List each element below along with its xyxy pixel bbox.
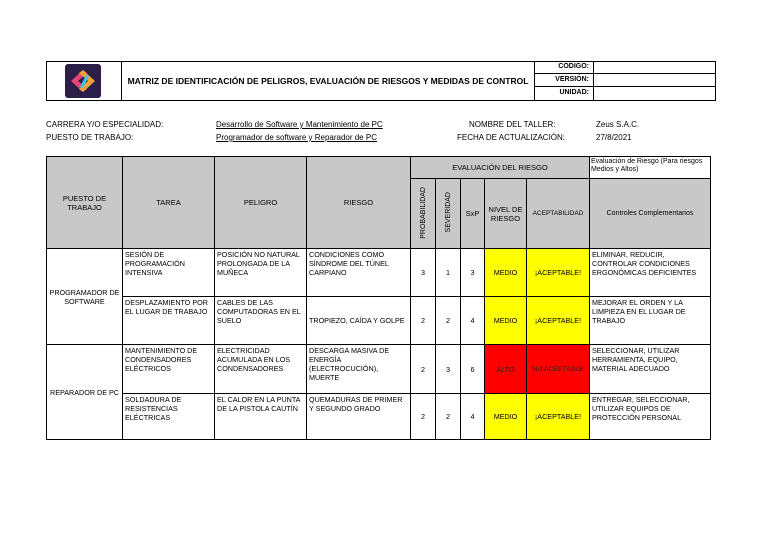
nivel-cell: MEDIO bbox=[485, 394, 527, 440]
peligro-cell: CABLES DE LAS COMPUTADORAS EN EL SUELO bbox=[215, 297, 307, 345]
tarea-cell: SESIÓN DE PROGRAMACIÓN INTENSIVA bbox=[123, 249, 215, 297]
aceptabilidad-cell: NO ACEPTABLE bbox=[527, 345, 590, 394]
header-evaluacion: EVALUACIÓN DEL RIESGO bbox=[411, 157, 590, 179]
version-value bbox=[594, 74, 716, 86]
puesto-label: PUESTO DE TRABAJO: bbox=[46, 133, 134, 142]
probabilidad-cell: 3 bbox=[411, 249, 436, 297]
table-row bbox=[47, 297, 711, 345]
table-row bbox=[47, 345, 711, 394]
logo-cell bbox=[46, 61, 122, 101]
header-aceptabilidad: ACEPTABILIDAD bbox=[527, 179, 590, 249]
sxp-cell: 6 bbox=[461, 345, 485, 394]
peligro-cell: EL CALOR EN LA PUNTA DE LA PISTOLA CAUTÍN bbox=[215, 394, 307, 440]
header-puesto: PUESTO DE TRABAJO bbox=[47, 157, 123, 249]
codigo-label: CÓDIGO: bbox=[535, 61, 594, 73]
codigo-row bbox=[535, 61, 716, 74]
document-title: MATRIZ DE IDENTIFICACIÓN DE PELIGROS, EVALUACIÓN DE RIESGOS Y MEDIDAS DE CONTROL bbox=[122, 61, 535, 101]
header-riesgo: RIESGO bbox=[307, 157, 411, 249]
header-nivel: NIVEL DE RIESGO bbox=[485, 179, 527, 249]
control-cell: SELECCIONAR, UTILIZAR HERRAMIENTA, EQUIPO, MATERIAL ADECUADO bbox=[590, 345, 711, 394]
peligro-cell: ELECTRICIDAD ACUMULADA EN LOS CONDENSADORES bbox=[215, 345, 307, 394]
tarea-cell: MANTENIMIENTO DE CONDENSADORES ELÉCTRICOS bbox=[123, 345, 215, 394]
unidad-row bbox=[535, 87, 716, 101]
tarea-cell: SOLDADURA DE RESISTENCIAS ELÉCTRICAS bbox=[123, 394, 215, 440]
riesgo-cell: CONDICIONES COMO SÍNDROME DEL TÚNEL CARPIANO bbox=[307, 249, 411, 297]
table-row bbox=[47, 394, 711, 440]
riesgo-cell: DESCARGA MASIVA DE ENERGÍA (ELECTROCUCIÓN), MUERTE bbox=[307, 345, 411, 394]
nivel-cell: MEDIO bbox=[485, 297, 527, 345]
probabilidad-cell: 2 bbox=[411, 297, 436, 345]
severidad-cell: 2 bbox=[436, 297, 461, 345]
sxp-cell: 4 bbox=[461, 297, 485, 345]
riesgo-cell: QUEMADURAS DE PRIMER Y SEGUNDO GRADO bbox=[307, 394, 411, 440]
fecha-label: FECHA DE ACTUALIZACIÓN: bbox=[457, 133, 566, 142]
puesto-cell: PROGRAMADOR DE SOFTWARE bbox=[47, 249, 123, 345]
carrera-label: CARRERA Y/O ESPECIALIDAD: bbox=[46, 120, 164, 129]
company-logo bbox=[63, 64, 103, 98]
aceptabilidad-cell: ¡ACEPTABLE! bbox=[527, 249, 590, 297]
header-controles: Controles Complementarios bbox=[590, 179, 711, 249]
riesgo-cell: TROPIEZO, CAÍDA Y GOLPE bbox=[307, 297, 411, 345]
fecha-value: 27/8/2021 bbox=[596, 133, 632, 142]
sxp-cell: 4 bbox=[461, 394, 485, 440]
sxp-cell: 3 bbox=[461, 249, 485, 297]
header-tarea: TAREA bbox=[123, 157, 215, 249]
aceptabilidad-cell: ¡ACEPTABLE! bbox=[527, 297, 590, 345]
probabilidad-cell: 2 bbox=[411, 345, 436, 394]
severidad-cell: 3 bbox=[436, 345, 461, 394]
table-row bbox=[47, 249, 711, 297]
unidad-label: UNIDAD: bbox=[535, 87, 594, 101]
taller-value: Zeus S.A.C. bbox=[596, 120, 640, 129]
version-label: VERSIÓN: bbox=[535, 74, 594, 86]
peligro-cell: POSICIÓN NO NATURAL PROLONGADA DE LA MUÑECA bbox=[215, 249, 307, 297]
unidad-value bbox=[594, 87, 716, 101]
taller-label: NOMBRE DEL TALLER: bbox=[469, 120, 556, 129]
nivel-cell: MEDIO bbox=[485, 249, 527, 297]
header-peligro: PELIGRO bbox=[215, 157, 307, 249]
puesto-cell: REPARADOR DE PC bbox=[47, 345, 123, 440]
nivel-cell: ALTO bbox=[485, 345, 527, 394]
header-sxp: SxP bbox=[461, 179, 485, 249]
header-severidad: SEVERIDAD bbox=[436, 179, 461, 249]
probabilidad-cell: 2 bbox=[411, 394, 436, 440]
tarea-cell: DESPLAZAMIENTO POR EL LUGAR DE TRABAJO bbox=[123, 297, 215, 345]
codigo-value bbox=[594, 61, 716, 73]
severidad-cell: 2 bbox=[436, 394, 461, 440]
risk-matrix-table bbox=[46, 156, 711, 440]
control-cell: ENTREGAR, SELECCIONAR, UTILIZAR EQUIPOS DE PROTECCIÓN PERSONAL bbox=[590, 394, 711, 440]
carrera-value: Desarrollo de Software y Mantenimiento de PC bbox=[216, 120, 383, 129]
header-eval-note: Evaluación de Riesgo (Para riesgos Medios y Altos) bbox=[590, 157, 711, 179]
header-probabilidad: PROBABILIDAD bbox=[411, 179, 436, 249]
control-cell: ELIMINAR, REDUCIR, CONTROLAR CONDICIONES ERGONÓMICAS DEFICIENTES bbox=[590, 249, 711, 297]
version-row bbox=[535, 74, 716, 87]
aceptabilidad-cell: ¡ACEPTABLE! bbox=[527, 394, 590, 440]
severidad-cell: 1 bbox=[436, 249, 461, 297]
puesto-value: Programador de software y Reparador de PC bbox=[216, 133, 377, 142]
control-cell: MEJORAR EL ORDEN Y LA LIMPIEZA EN EL LUGAR DE TRABAJO bbox=[590, 297, 711, 345]
